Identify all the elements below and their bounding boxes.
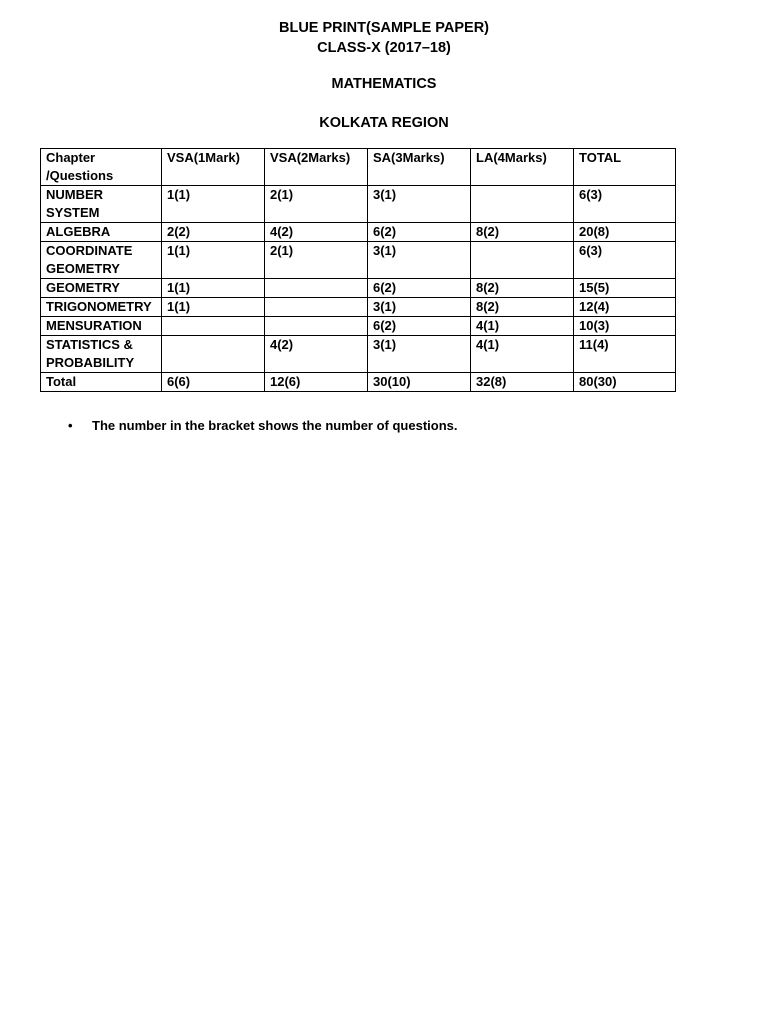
- table-cell: 10(3): [574, 317, 676, 336]
- table-cell: 8(2): [471, 279, 574, 298]
- table-cell: 1(1): [162, 186, 265, 223]
- table-cell: 1(1): [162, 279, 265, 298]
- region-heading: KOLKATA REGION: [319, 115, 449, 131]
- row-chapter: TRIGONOMETRY: [41, 298, 162, 317]
- document-title: BLUE PRINT(SAMPLE PAPER): [279, 20, 489, 36]
- table-row: [41, 298, 676, 317]
- table-row: [41, 223, 676, 242]
- table-cell: 2(1): [265, 186, 368, 223]
- table-cell: 3(1): [368, 242, 471, 279]
- table-cell: [265, 279, 368, 298]
- table-cell: 4(1): [471, 317, 574, 336]
- table-cell: 4(2): [265, 336, 368, 373]
- table-cell: 6(6): [162, 373, 265, 392]
- table-cell: 12(6): [265, 373, 368, 392]
- table-cell: 4(1): [471, 336, 574, 373]
- table-cell: 32(8): [471, 373, 574, 392]
- footnote: [68, 417, 458, 435]
- table-cell: 8(2): [471, 298, 574, 317]
- header-vsa-1mark: VSA(1Mark): [162, 149, 265, 186]
- table-cell: 1(1): [162, 298, 265, 317]
- table-cell: 3(1): [368, 186, 471, 223]
- table-row: [41, 317, 676, 336]
- table-cell: 6(3): [574, 242, 676, 279]
- table-header-row: [41, 149, 676, 186]
- table-cell: 20(8): [574, 223, 676, 242]
- table-cell: 11(4): [574, 336, 676, 373]
- table-cell: 6(2): [368, 317, 471, 336]
- table-cell: 15(5): [574, 279, 676, 298]
- table-cell: [162, 317, 265, 336]
- blueprint-table: [40, 148, 676, 392]
- header-la-4marks: LA(4Marks): [471, 149, 574, 186]
- table-cell: 4(2): [265, 223, 368, 242]
- table-cell: 3(1): [368, 298, 471, 317]
- header-chapter: Chapter /Questions: [41, 149, 162, 186]
- table-cell: 2(1): [265, 242, 368, 279]
- table-cell: 8(2): [471, 223, 574, 242]
- table-row: [41, 336, 676, 373]
- table-cell: [265, 298, 368, 317]
- table-row: [41, 242, 676, 279]
- subject-label: MATHEMATICS: [331, 76, 437, 92]
- table-cell: 6(2): [368, 223, 471, 242]
- table-cell: 80(30): [574, 373, 676, 392]
- table-cell: [471, 242, 574, 279]
- table-cell: 2(2): [162, 223, 265, 242]
- table-cell: 1(1): [162, 242, 265, 279]
- table-row: [41, 279, 676, 298]
- table-cell: [162, 336, 265, 373]
- row-chapter: STATISTICS & PROBABILITY: [41, 336, 162, 373]
- table-cell: 6(2): [368, 279, 471, 298]
- row-chapter: COORDINATE GEOMETRY: [41, 242, 162, 279]
- table-cell: 12(4): [574, 298, 676, 317]
- table-row: [41, 186, 676, 223]
- header-vsa-2marks: VSA(2Marks): [265, 149, 368, 186]
- class-subtitle: CLASS-X (2017–18): [317, 40, 451, 56]
- table-total-row: [41, 373, 676, 392]
- footnote-text: The number in the bracket shows the number of questions.: [92, 418, 458, 433]
- row-chapter: Total: [41, 373, 162, 392]
- row-chapter: GEOMETRY: [41, 279, 162, 298]
- row-chapter: ALGEBRA: [41, 223, 162, 242]
- bullet-icon: •: [68, 418, 73, 433]
- table-cell: [265, 317, 368, 336]
- header-sa-3marks: SA(3Marks): [368, 149, 471, 186]
- row-chapter: MENSURATION: [41, 317, 162, 336]
- header-total: TOTAL: [574, 149, 676, 186]
- table-cell: 3(1): [368, 336, 471, 373]
- table-cell: [471, 186, 574, 223]
- table-cell: 30(10): [368, 373, 471, 392]
- row-chapter: NUMBER SYSTEM: [41, 186, 162, 223]
- table-cell: 6(3): [574, 186, 676, 223]
- subject-heading: [0, 74, 768, 94]
